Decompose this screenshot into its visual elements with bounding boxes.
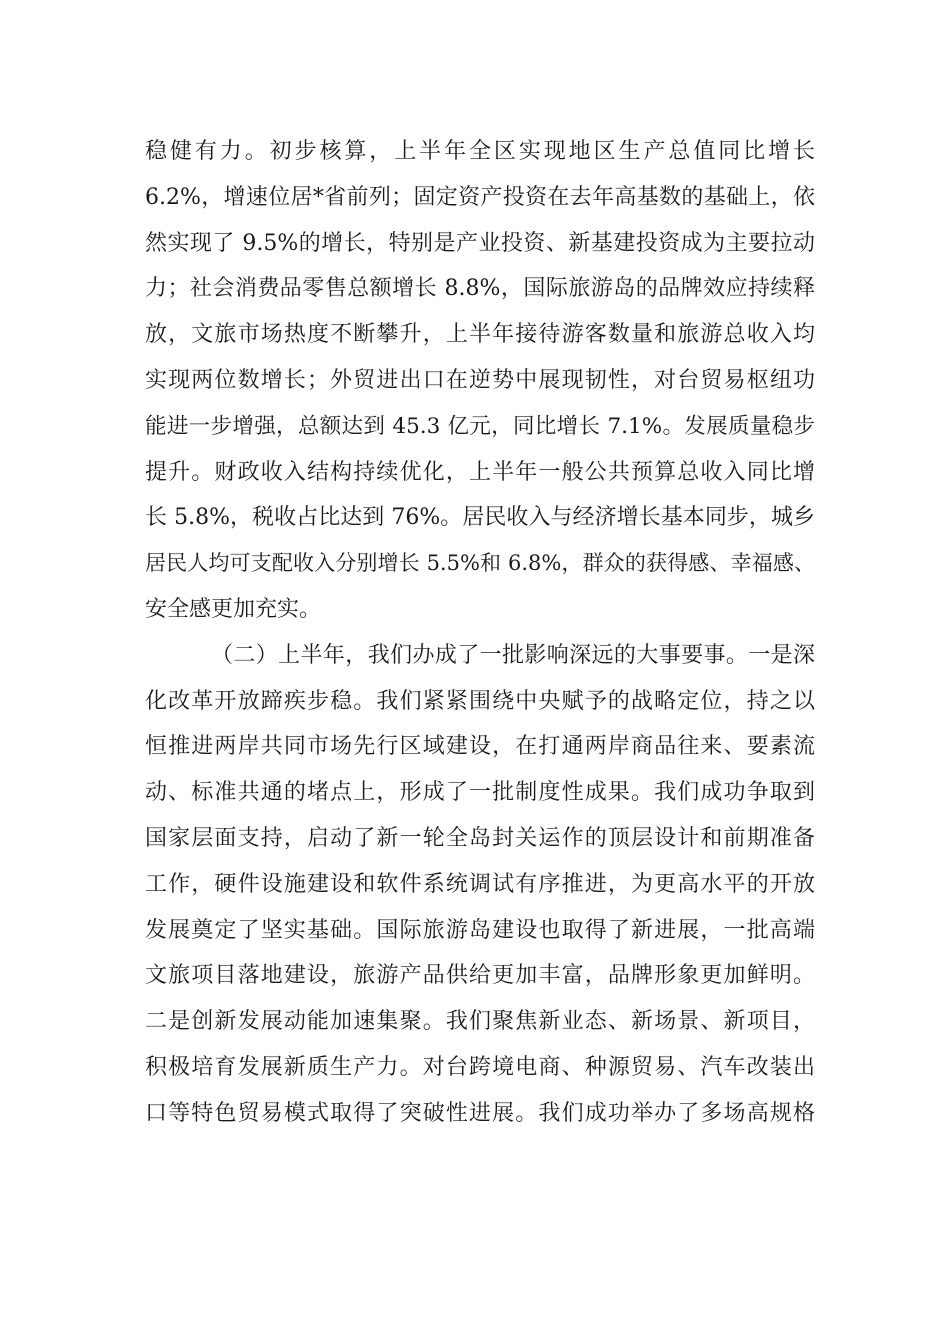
text-line: 稳健有力。初步核算，上半年全区实现地区生产总值同比增长 [145,139,815,164]
text-line: 动、标准共通的堵点上，形成了一批制度性成果。我们成功争取到 [145,780,815,806]
text-line: 能进一步增强，总额达到 45.3 亿元，同比增长 7.1%。发展质量稳步 [145,413,815,439]
text-line: 恒推进两岸共同市场先行区域建设，在打通两岸商品往来、要素流 [145,734,815,760]
paragraph-economic-overview [145,129,815,633]
text-line: 文旅项目落地建设，旅游产品供给更加丰富，品牌形象更加鲜明。 [145,963,815,989]
text-line: 工作，硬件设施建设和软件系统调试有序推进，为更高水平的开放 [145,871,815,897]
text-line: 居民人均可支配收入分别增长 5.5%和 6.8%，群众的获得感、幸福感、 [145,551,815,576]
text-line: 发展奠定了坚实基础。国际旅游岛建设也取得了新进展，一批高端 [145,917,815,943]
text-line: 提升。财政收入结构持续优化，上半年一般公共预算总收入同比增 [145,459,815,485]
text-line: 实现两位数增长；外贸进出口在逆势中展现韧性，对台贸易枢纽功 [145,367,815,393]
text-line: 然实现了 9.5%的增长，特别是产业投资、新基建投资成为主要拉动 [145,230,815,256]
text-line: 口等特色贸易模式取得了突破性进展。我们成功举办了多场高规格 [145,1100,815,1126]
text-line: 积极培育发展新质生产力。对台跨境电商、种源贸易、汽车改装出 [145,1054,815,1080]
document-body [145,129,815,1137]
text-line: 国家层面支持，启动了新一轮全岛封关运作的顶层设计和前期准备 [145,825,815,851]
text-line: 放，文旅市场热度不断攀升，上半年接待游客数量和旅游总收入均 [145,322,815,348]
paragraph-first-line: （二）上半年，我们办成了一批影响深远的大事要事。一是深 [211,642,815,668]
text-line: 化改革开放蹄疾步稳。我们紧紧围绕中央赋予的战略定位，持之以 [145,688,815,714]
paragraph-major-events [145,633,815,1137]
text-line: 6.2%，增速位居*省前列；固定资产投资在去年高基数的基础上，依 [145,184,815,210]
text-line: 二是创新发展动能加速集聚。我们聚焦新业态、新场景、新项目， [145,1009,815,1035]
text-line: 力；社会消费品零售总额增长 8.8%，国际旅游岛的品牌效应持续释 [145,276,815,302]
text-line: 长 5.8%，税收占比达到 76%。居民收入与经济增长基本同步，城乡 [145,505,815,531]
text-line-last: 安全感更加充实。 [145,596,322,622]
